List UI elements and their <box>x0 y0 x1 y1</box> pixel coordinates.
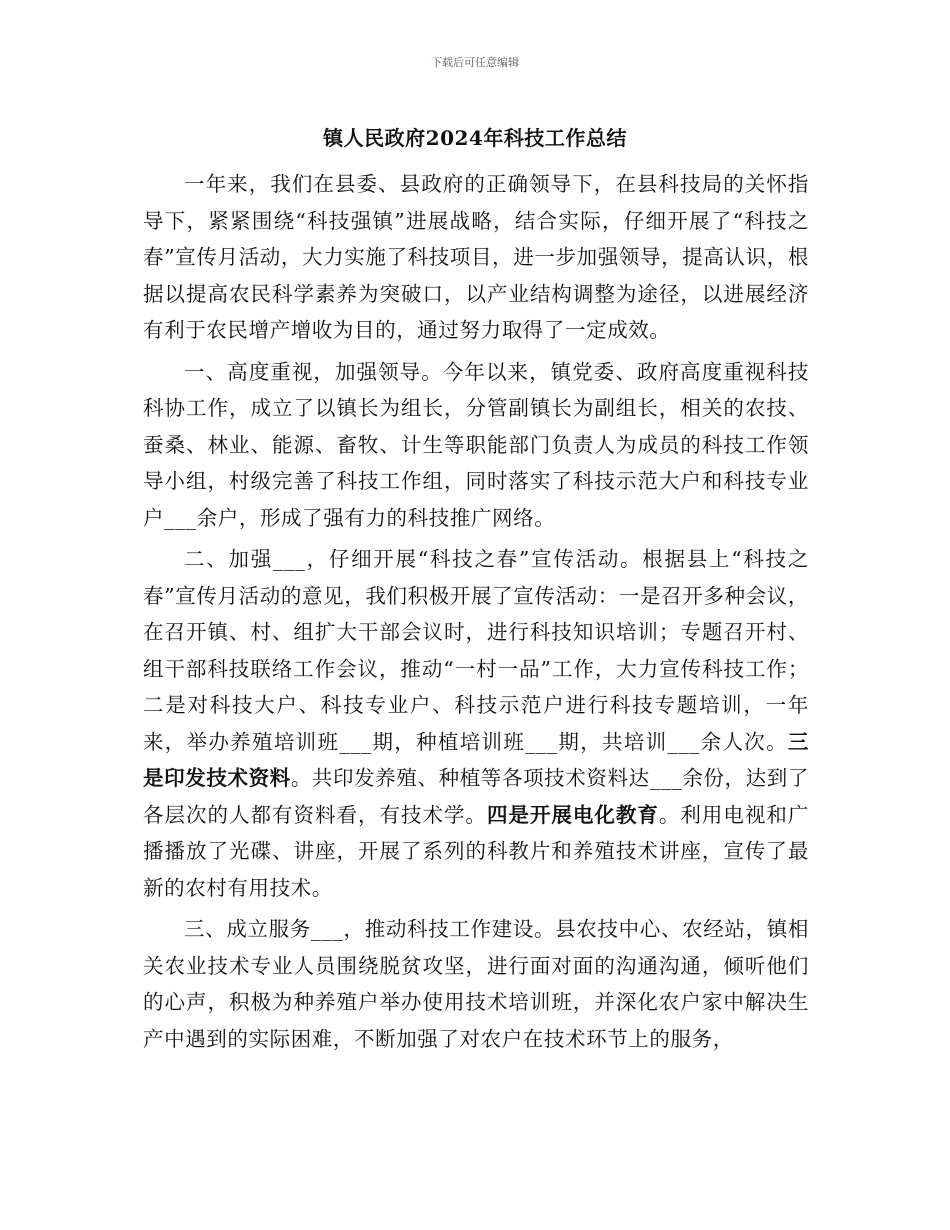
paragraph-section-3: 三、成立服务___，推动科技工作建设。县农技中心、农经站，镇相关农业技术专业人员围绕脱贫攻坚，进行面对面的沟通沟通，倾听他们的心声，积极为种养殖户举办使用技术培训班，并深化农户家中解决生产中遇到的实际困难，不断加强了对农户在技术环节上的服务， <box>143 917 809 1051</box>
header-note: 下载后可任意编辑 <box>431 56 519 69</box>
bold-phrase-electronic-education: 四是开展电化教育 <box>486 802 659 827</box>
paragraph-section-1: 一、高度重视，加强领导。今年以来，镇党委、政府高度重视科技科协工作，成立了以镇长为组长，分管副镇长为副组长，相关的农技、蚕桑、林业、能源、畜牧、计生等职能部门负责人为成员的科技工作领导小组，村级完善了科技工作组，同时落实了科技示范大户和科技专业户___余户，形成了强有力的科技推广网络。 <box>143 359 809 530</box>
bold-phrase-print-materials: 三是印发技术资料 <box>143 729 809 790</box>
document-body <box>143 166 809 1062</box>
paragraph-intro: 一年来，我们在县委、县政府的正确领导下，在县科技局的关怀指导下，紧紧围绕“科技强镇”进展战略，结合实际，仔细开展了“科技之春”宣传月活动，大力实施了科技项目，进一步加强领导，提高认识，根据以提高农民科学素养为突破口，以产业结构调整为途径，以进展经济有利于农民增产增收为目的，通过努力取得了一定成效。 <box>143 172 809 342</box>
document-title: 镇人民政府2024年科技工作总结 <box>323 126 627 150</box>
paragraph-section-2-text-e: 。利用电视和广播播放了光碟、讲座，开展了系列的科教片和养殖技术讲座，宣传了最新的农村有用技术。 <box>143 802 809 900</box>
paragraph-section-2-text-c: 。共印发养殖、种植等各项技术资料达___余份，达到了各层次的人都有资料看，有技术学。 <box>143 766 809 827</box>
paragraph-section-2-text-a: 二、加强___，仔细开展“科技之春”宣传活动。根据县上“科技之春”宣传月活动的意见，我们积极开展了宣传活动：一是召开多种会议，在召开镇、村、组扩大干部会议时，进行科技知识培训；专题召开村、组干部科技联络工作会议，推动“一村一品”工作，大力宣传科技工作；二是对科技大户、科技专业户、科技示范户进行科技专题培训，一年来，举办养殖培训班___期，种植培训班___期，共培训___余人次。 <box>143 547 809 754</box>
paragraph-section-2 <box>143 541 809 906</box>
